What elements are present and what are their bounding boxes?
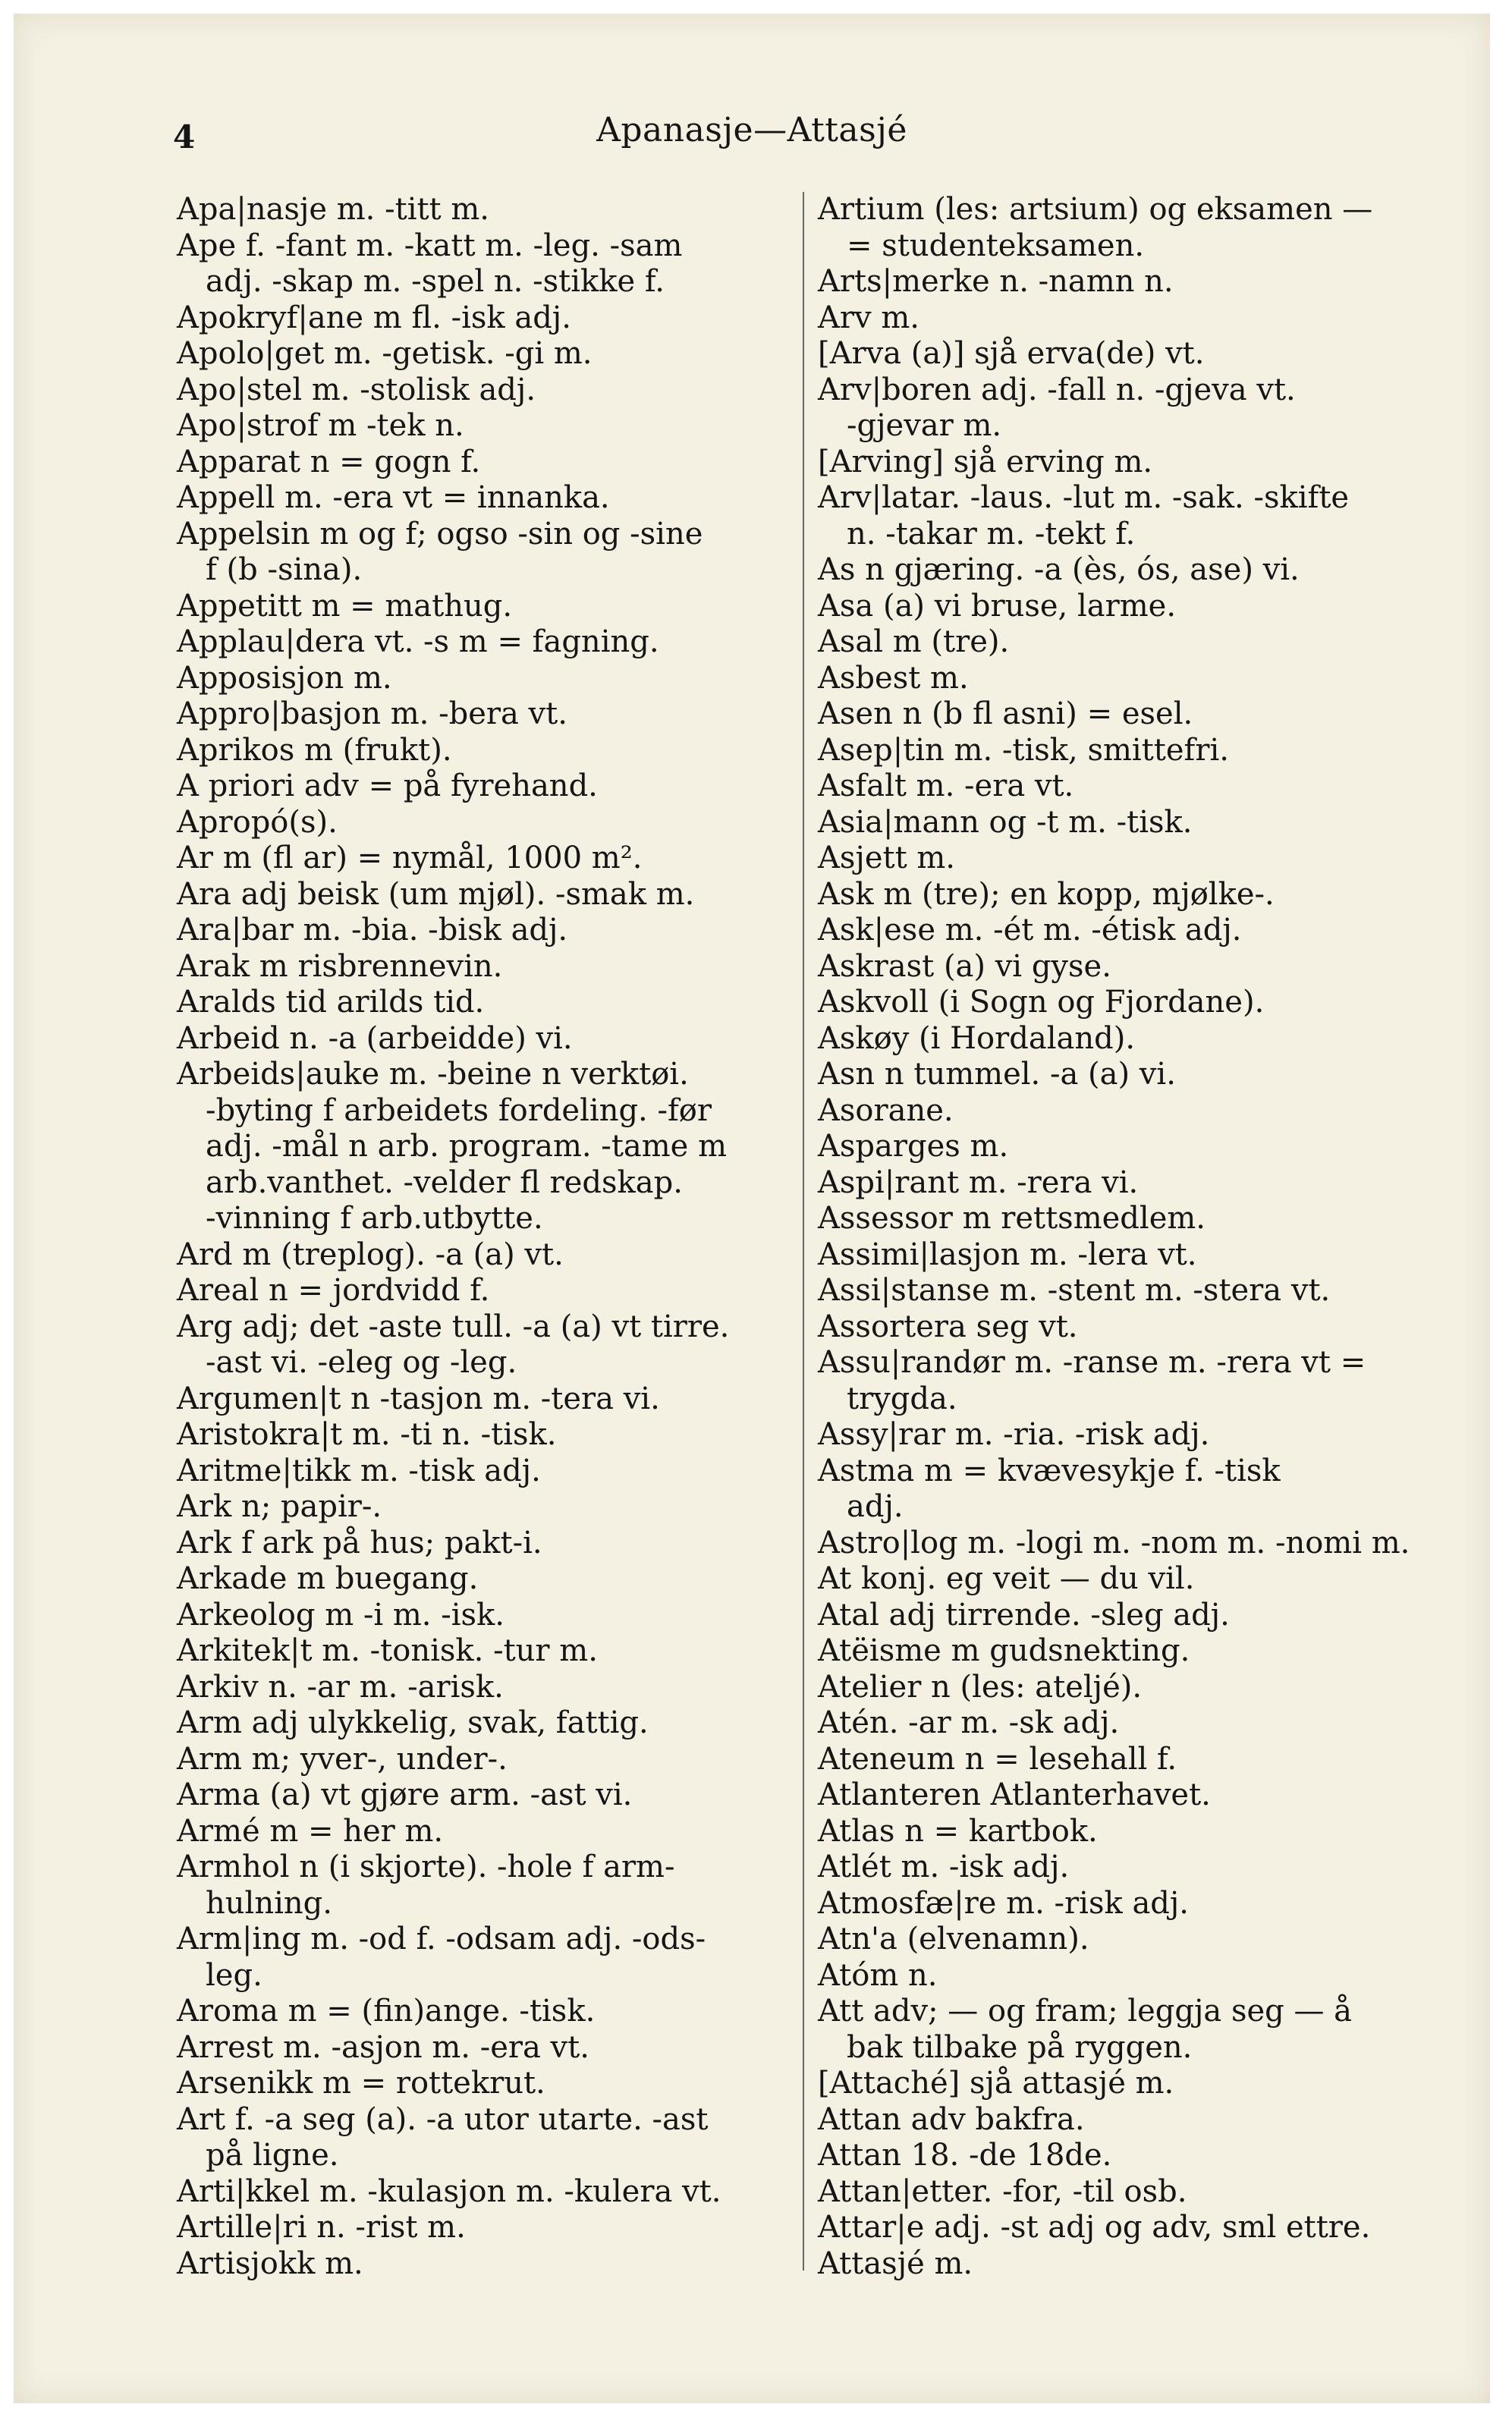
entry-line: Attan|etter. -for, -til osb. bbox=[818, 2173, 1187, 2209]
entry-line: = studenteksamen. bbox=[847, 228, 1145, 263]
running-head: Apanasje—Attasjé bbox=[596, 111, 907, 149]
entry-line: Arm m; yver-, under-. bbox=[177, 1741, 508, 1777]
entry-line: Atal adj tirrende. -sleg adj. bbox=[818, 1597, 1230, 1633]
entry-line: As n gjæring. -a (ès, ós, ase) vi. bbox=[818, 552, 1300, 587]
entry-line: Arkiv n. -ar m. -arisk. bbox=[177, 1669, 504, 1705]
entry-line: Aprikos m (frukt). bbox=[177, 732, 452, 768]
entry-line: Asen n (b fl asni) = esel. bbox=[818, 696, 1193, 731]
entry-line: Ateneum n = lesehall f. bbox=[818, 1741, 1177, 1777]
entry-line: leg. bbox=[206, 1957, 262, 1993]
entry-line: -vinning f arb.utbytte. bbox=[206, 1201, 543, 1236]
entry-line: Atén. -ar m. -sk adj. bbox=[818, 1705, 1120, 1740]
entry-line: Asbest m. bbox=[818, 660, 969, 696]
entry-line: Art f. -a seg (a). -a utor utarte. -ast bbox=[177, 2101, 709, 2137]
entry-line: Apropó(s). bbox=[177, 804, 338, 840]
entry-line: Arsenikk m = rottekrut. bbox=[177, 2066, 545, 2101]
entry-line: Argumen|t n -tasjon m. -tera vi. bbox=[177, 1381, 660, 1416]
entry-line: Assy|rar m. -ria. -risk adj. bbox=[818, 1417, 1210, 1452]
entry-line: Asfalt m. -era vt. bbox=[818, 768, 1074, 803]
page-number: 4 bbox=[173, 118, 196, 156]
entry-line: Atn'a (elvenamn). bbox=[818, 1922, 1089, 1956]
entry-line: Arm adj ulykkelig, svak, fattig. bbox=[177, 1705, 649, 1740]
entry-line: Apa|nasje m. -titt m. bbox=[177, 192, 489, 227]
entry-line: trygda. bbox=[847, 1381, 957, 1416]
entry-line: Applau|dera vt. -s m = fagning. bbox=[177, 624, 659, 659]
entry-line: Arbeids|auke m. -beine n verktøi. bbox=[177, 1057, 689, 1092]
entry-line: Arkade m buegang. bbox=[177, 1561, 479, 1596]
entry-line: Armé m = her m. bbox=[177, 1813, 444, 1849]
entry-line: Astma m = kvævesykje f. -tisk bbox=[818, 1453, 1281, 1488]
entry-line: Ask|ese m. -ét m. -étisk adj. bbox=[818, 913, 1242, 948]
entry-line: Assessor m rettsmedlem. bbox=[818, 1201, 1206, 1236]
entry-line: f (b -sina). bbox=[206, 552, 363, 587]
entry-line: Arma (a) vt gjøre arm. -ast vi. bbox=[177, 1777, 633, 1812]
entry-line: Arbeid n. -a (arbeidde) vi. bbox=[177, 1020, 573, 1056]
entry-line: Asep|tin m. -tisk, smittefri. bbox=[818, 732, 1229, 768]
entry-line: Assi|stanse m. -stent m. -stera vt. bbox=[818, 1273, 1331, 1308]
entry-line: Apo|stel m. -stolisk adj. bbox=[177, 372, 536, 407]
entry-line: Aralds tid arilds tid. bbox=[177, 985, 485, 1020]
entry-line: bak tilbake på ryggen. bbox=[847, 2029, 1193, 2065]
entry-line: n. -takar m. -tekt f. bbox=[847, 516, 1136, 552]
left-column bbox=[177, 192, 829, 2282]
entry-line: Artisjokk m. bbox=[177, 2246, 363, 2281]
entry-line: Atóm n. bbox=[818, 1957, 938, 1993]
entry-line: Arg adj; det -aste tull. -a (a) vt tirre. bbox=[177, 1309, 730, 1344]
entry-line: Astro|log m. -logi m. -nom m. -nomi m. bbox=[818, 1525, 1410, 1560]
entry-line: Apposisjon m. bbox=[177, 660, 392, 696]
entry-line: Aroma m = (fin)ange. -tisk. bbox=[177, 1994, 596, 2029]
entry-line: adj. bbox=[847, 1489, 904, 1524]
entry-line: Ar m (fl ar) = nymål, 1000 m². bbox=[177, 841, 643, 875]
entry-line: A priori adv = på fyrehand. bbox=[177, 768, 598, 803]
entry-line: Ark f ark på hus; pakt-i. bbox=[177, 1525, 542, 1560]
entry-line: Ard m (treplog). -a (a) vt. bbox=[177, 1237, 564, 1272]
entry-line: Appetitt m = mathug. bbox=[177, 588, 513, 624]
entry-line: -gjevar m. bbox=[847, 408, 1002, 443]
entry-line: Attar|e adj. -st adj og adv, sml ettre. bbox=[818, 2210, 1371, 2245]
entry-line: Artium (les: artsium) og eksamen — bbox=[818, 192, 1373, 227]
entry-line: Arkeolog m -i m. -isk. bbox=[177, 1597, 505, 1633]
entry-line: Appell m. -era vt = innanka. bbox=[177, 480, 610, 515]
entry-line: Att adv; — og fram; leggja seg — å bbox=[818, 1994, 1353, 2029]
entry-line: Arv|boren adj. -fall n. -gjeva vt. bbox=[818, 372, 1296, 407]
entry-line: Apokryf|ane m fl. -isk adj. bbox=[177, 300, 571, 335]
entry-line: Assu|randør m. -ranse m. -rera vt = bbox=[818, 1345, 1366, 1380]
entry-line: Ara|bar m. -bia. -bisk adj. bbox=[177, 913, 568, 948]
entry-line: Atlas n = kartbok. bbox=[818, 1813, 1098, 1849]
entry-line: Asia|mann og -t m. -tisk. bbox=[818, 804, 1193, 840]
entry-line: Asparges m. bbox=[818, 1129, 1009, 1164]
entry-line: Askrast (a) vi gyse. bbox=[818, 948, 1111, 984]
entry-line: Aspi|rant m. -rera vi. bbox=[818, 1164, 1139, 1200]
entry-line: Arts|merke n. -namn n. bbox=[818, 264, 1174, 299]
entry-line: adj. -skap m. -spel n. -stikke f. bbox=[206, 264, 665, 299]
entry-line: Apparat n = gogn f. bbox=[177, 444, 481, 479]
entry-line: Attasjé m. bbox=[818, 2246, 973, 2281]
entry-line: adj. -mål n arb. program. -tame m bbox=[206, 1129, 727, 1164]
entry-line: Apo|strof m -tek n. bbox=[177, 408, 464, 443]
entry-line: Ask m (tre); en kopp, mjølke-. bbox=[818, 876, 1275, 912]
entry-line: Assortera seg vt. bbox=[818, 1309, 1078, 1344]
entry-line: Ark n; papir-. bbox=[177, 1489, 382, 1524]
entry-line: [Arving] sjå erving m. bbox=[818, 444, 1153, 479]
entry-line: Aristokra|t m. -ti n. -tisk. bbox=[177, 1417, 557, 1452]
right-column bbox=[818, 192, 1485, 2282]
entry-line: -byting f arbeidets fordeling. -før bbox=[206, 1092, 712, 1128]
entry-line: Asa (a) vi bruse, larme. bbox=[818, 588, 1177, 624]
entry-line: Askvoll (i Sogn og Fjordane). bbox=[818, 985, 1265, 1020]
entry-line: Atelier n (les: atelјé). bbox=[818, 1669, 1143, 1705]
entry-line: Aritme|tikk m. -tisk adj. bbox=[177, 1453, 541, 1488]
entry-line: Arrest m. -asjon m. -era vt. bbox=[177, 2029, 589, 2065]
entry-line: Attan 18. -de 18de. bbox=[818, 2138, 1112, 2173]
entry-line: på ligne. bbox=[206, 2138, 339, 2173]
entry-line: Appelsin m og f; ogso -sin og -sine bbox=[177, 516, 703, 552]
entry-line: Asorane. bbox=[818, 1092, 954, 1128]
entry-line: Atlét m. -isk adj. bbox=[818, 1850, 1070, 1884]
entry-line: hulning. bbox=[206, 1885, 332, 1921]
entry-line: -ast vi. -eleg og -leg. bbox=[206, 1345, 517, 1380]
entry-line: arb.vanthet. -velder fl redskap. bbox=[206, 1164, 683, 1200]
entry-line: Areal n = jordvidd f. bbox=[177, 1273, 490, 1308]
entry-line: Arm|ing m. -od f. -odsam adj. -ods- bbox=[177, 1922, 706, 1956]
entry-line: Atlanteren Atlanterhavet. bbox=[818, 1777, 1211, 1812]
dictionary-page bbox=[14, 14, 1490, 2403]
entry-line: [Arva (a)] sjå erva(de) vt. bbox=[818, 336, 1205, 371]
entry-line: Arkitek|t m. -tonisk. -tur m. bbox=[177, 1633, 598, 1668]
entry-line: Arti|kkel m. -kulasjon m. -kulera vt. bbox=[177, 2173, 721, 2209]
entry-line: Arv|latar. -laus. -lut m. -sak. -skifte bbox=[818, 480, 1350, 515]
entry-line: Ara adj beisk (um mjøl). -smak m. bbox=[177, 876, 695, 912]
entry-line: Attan adv bakfra. bbox=[818, 2101, 1085, 2137]
entry-line: Artille|ri n. -rist m. bbox=[177, 2210, 466, 2245]
entry-line: Apolo|get m. -getisk. -gi m. bbox=[177, 336, 593, 371]
entry-line: Asn n tummel. -a (a) vi. bbox=[818, 1057, 1176, 1092]
entry-line: Arv m. bbox=[818, 300, 919, 335]
entry-line: Ape f. -fant m. -katt m. -leg. -sam bbox=[177, 228, 683, 263]
entry-line: Asal m (tre). bbox=[818, 624, 1010, 659]
entry-line: [Attaché] sjå attasjé m. bbox=[818, 2066, 1174, 2101]
entry-line: Asjett m. bbox=[818, 841, 955, 875]
entry-line: Atmosfæ|re m. -risk adj. bbox=[818, 1885, 1190, 1921]
entry-line: At konj. eg veit — du vil. bbox=[818, 1561, 1195, 1596]
entry-line: Armhol n (i skjorte). -hole f arm- bbox=[177, 1850, 675, 1884]
entry-line: Appro|basjon m. -bera vt. bbox=[177, 696, 567, 731]
entry-line: Askøy (i Hordaland). bbox=[818, 1020, 1136, 1056]
entry-line: Atëisme m gudsnekting. bbox=[818, 1633, 1190, 1668]
column-divider bbox=[803, 192, 804, 2271]
entry-line: Assimi|lasjon m. -lera vt. bbox=[818, 1237, 1197, 1272]
entry-line: Arak m risbrennevin. bbox=[177, 948, 503, 984]
